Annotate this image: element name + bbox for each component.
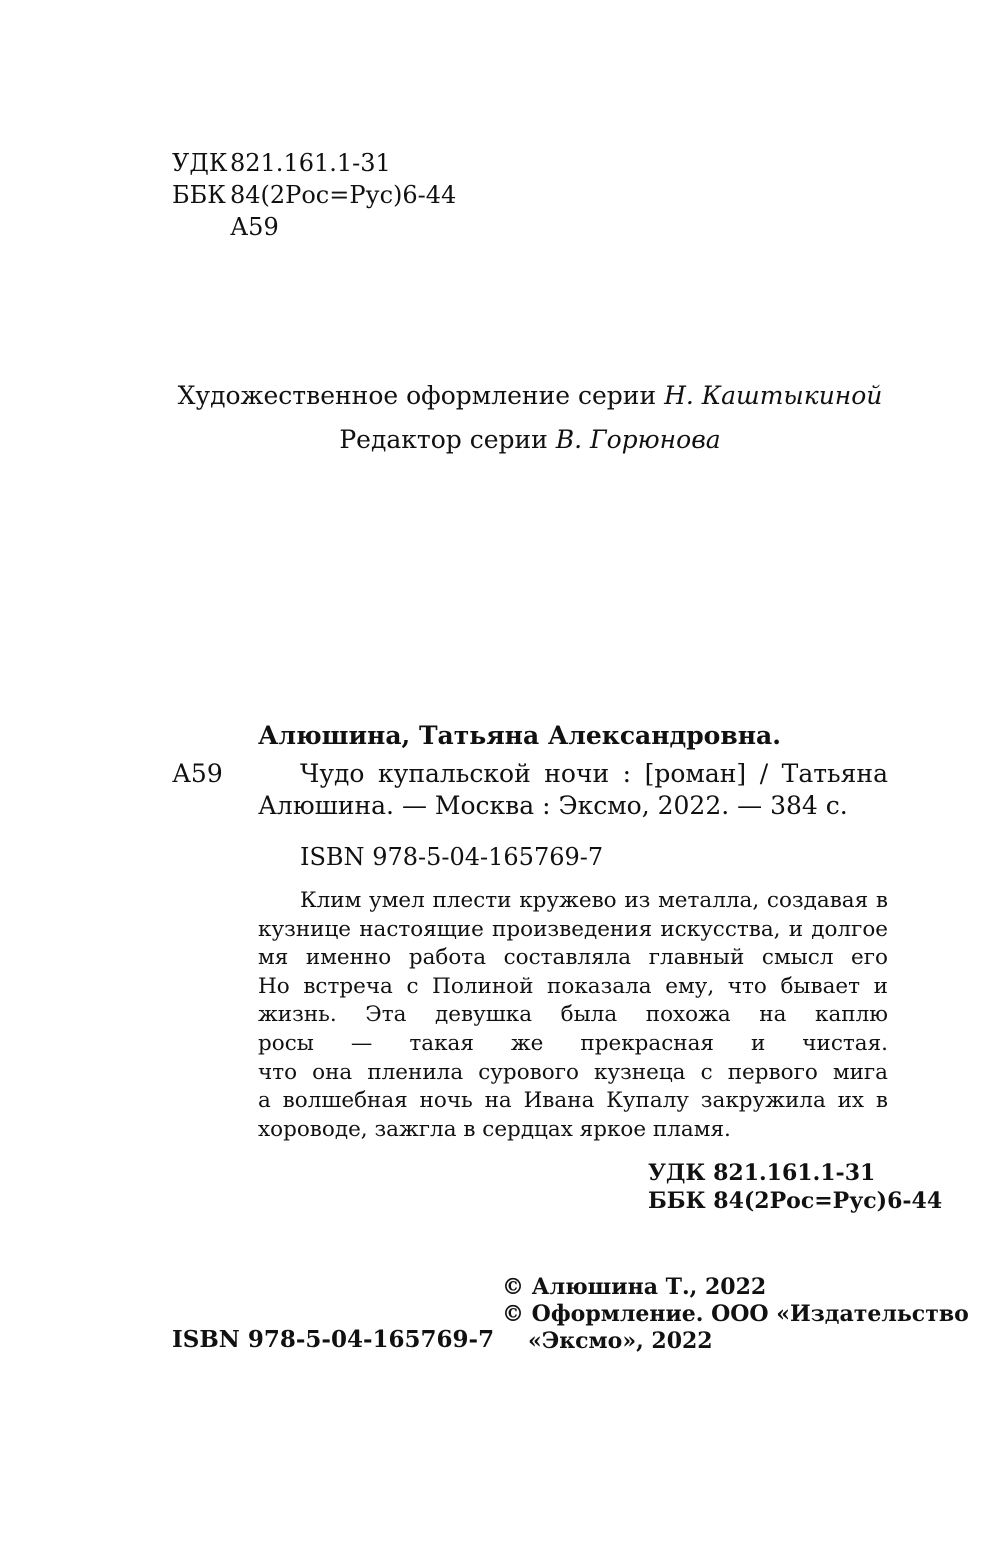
annotation-line: хороводе, зажгла в сердцах яркое пламя. <box>258 1116 731 1142</box>
annotation-line: кузнице настоящие произведения искусства, и долгое <box>258 916 888 942</box>
author-mark-margin: А59 <box>172 759 223 788</box>
bbk-value-top: 84(2Рос=Рус)6-44 <box>230 181 457 209</box>
copyright-design-line-1: © Оформление. ООО «Издательство <box>502 1301 969 1327</box>
annotation-line: что она пленила сурового кузнеца с первого мига <box>258 1059 888 1085</box>
isbn-bottom: ISBN 978-5-04-165769-7 <box>172 1326 495 1353</box>
udk-label-top: УДК <box>172 149 228 177</box>
bbk-label-top: ББК <box>172 181 226 209</box>
series-editor-prefix: Редактор серии <box>339 425 556 454</box>
series-editor-name: В. Горюнова <box>555 425 721 454</box>
udk-value-top: 821.161.1-31 <box>230 149 391 177</box>
author-heading: Алюшина, Татьяна Александровна. <box>258 721 781 750</box>
bibliographic-title-line-2: Алюшина. — Москва : Эксмо, 2022. — 384 с. <box>258 791 848 820</box>
annotation-line: Клим умел плести кружево из металла, создавая в <box>300 888 888 913</box>
annotation-line: Но встреча с Полиной показала ему, что бывает и <box>258 973 888 999</box>
annotation-line: росы — такая же прекрасная и чистая. <box>258 1030 888 1056</box>
annotation-line: мя именно работа составляла главный смысл его <box>258 945 888 971</box>
series-editor-credit <box>0 424 1000 455</box>
bbk-bottom: ББК 84(2Рос=Рус)6-44 <box>648 1188 943 1214</box>
copyright-author: © Алюшина Т., 2022 <box>502 1274 767 1300</box>
bibliographic-title-line-1: Чудо купальской ночи : [роман] / Татьяна <box>300 759 888 788</box>
series-design-credit <box>0 380 1000 411</box>
annotation-line: а волшебная ночь на Ивана Купалу закружила их в <box>258 1088 888 1114</box>
annotation-line: жизнь. Эта девушка была похожа на каплю <box>258 1002 888 1028</box>
series-designer-name: Н. Каштыкиной <box>664 381 883 410</box>
annotation <box>258 887 888 1144</box>
author-mark-top: А59 <box>230 213 279 241</box>
series-design-prefix: Художественное оформление серии <box>177 381 665 410</box>
udk-bottom: УДК 821.161.1-31 <box>648 1160 876 1186</box>
isbn-record: ISBN 978-5-04-165769-7 <box>300 843 604 871</box>
copyright-design-line-2: «Эксмо», 2022 <box>528 1328 713 1354</box>
